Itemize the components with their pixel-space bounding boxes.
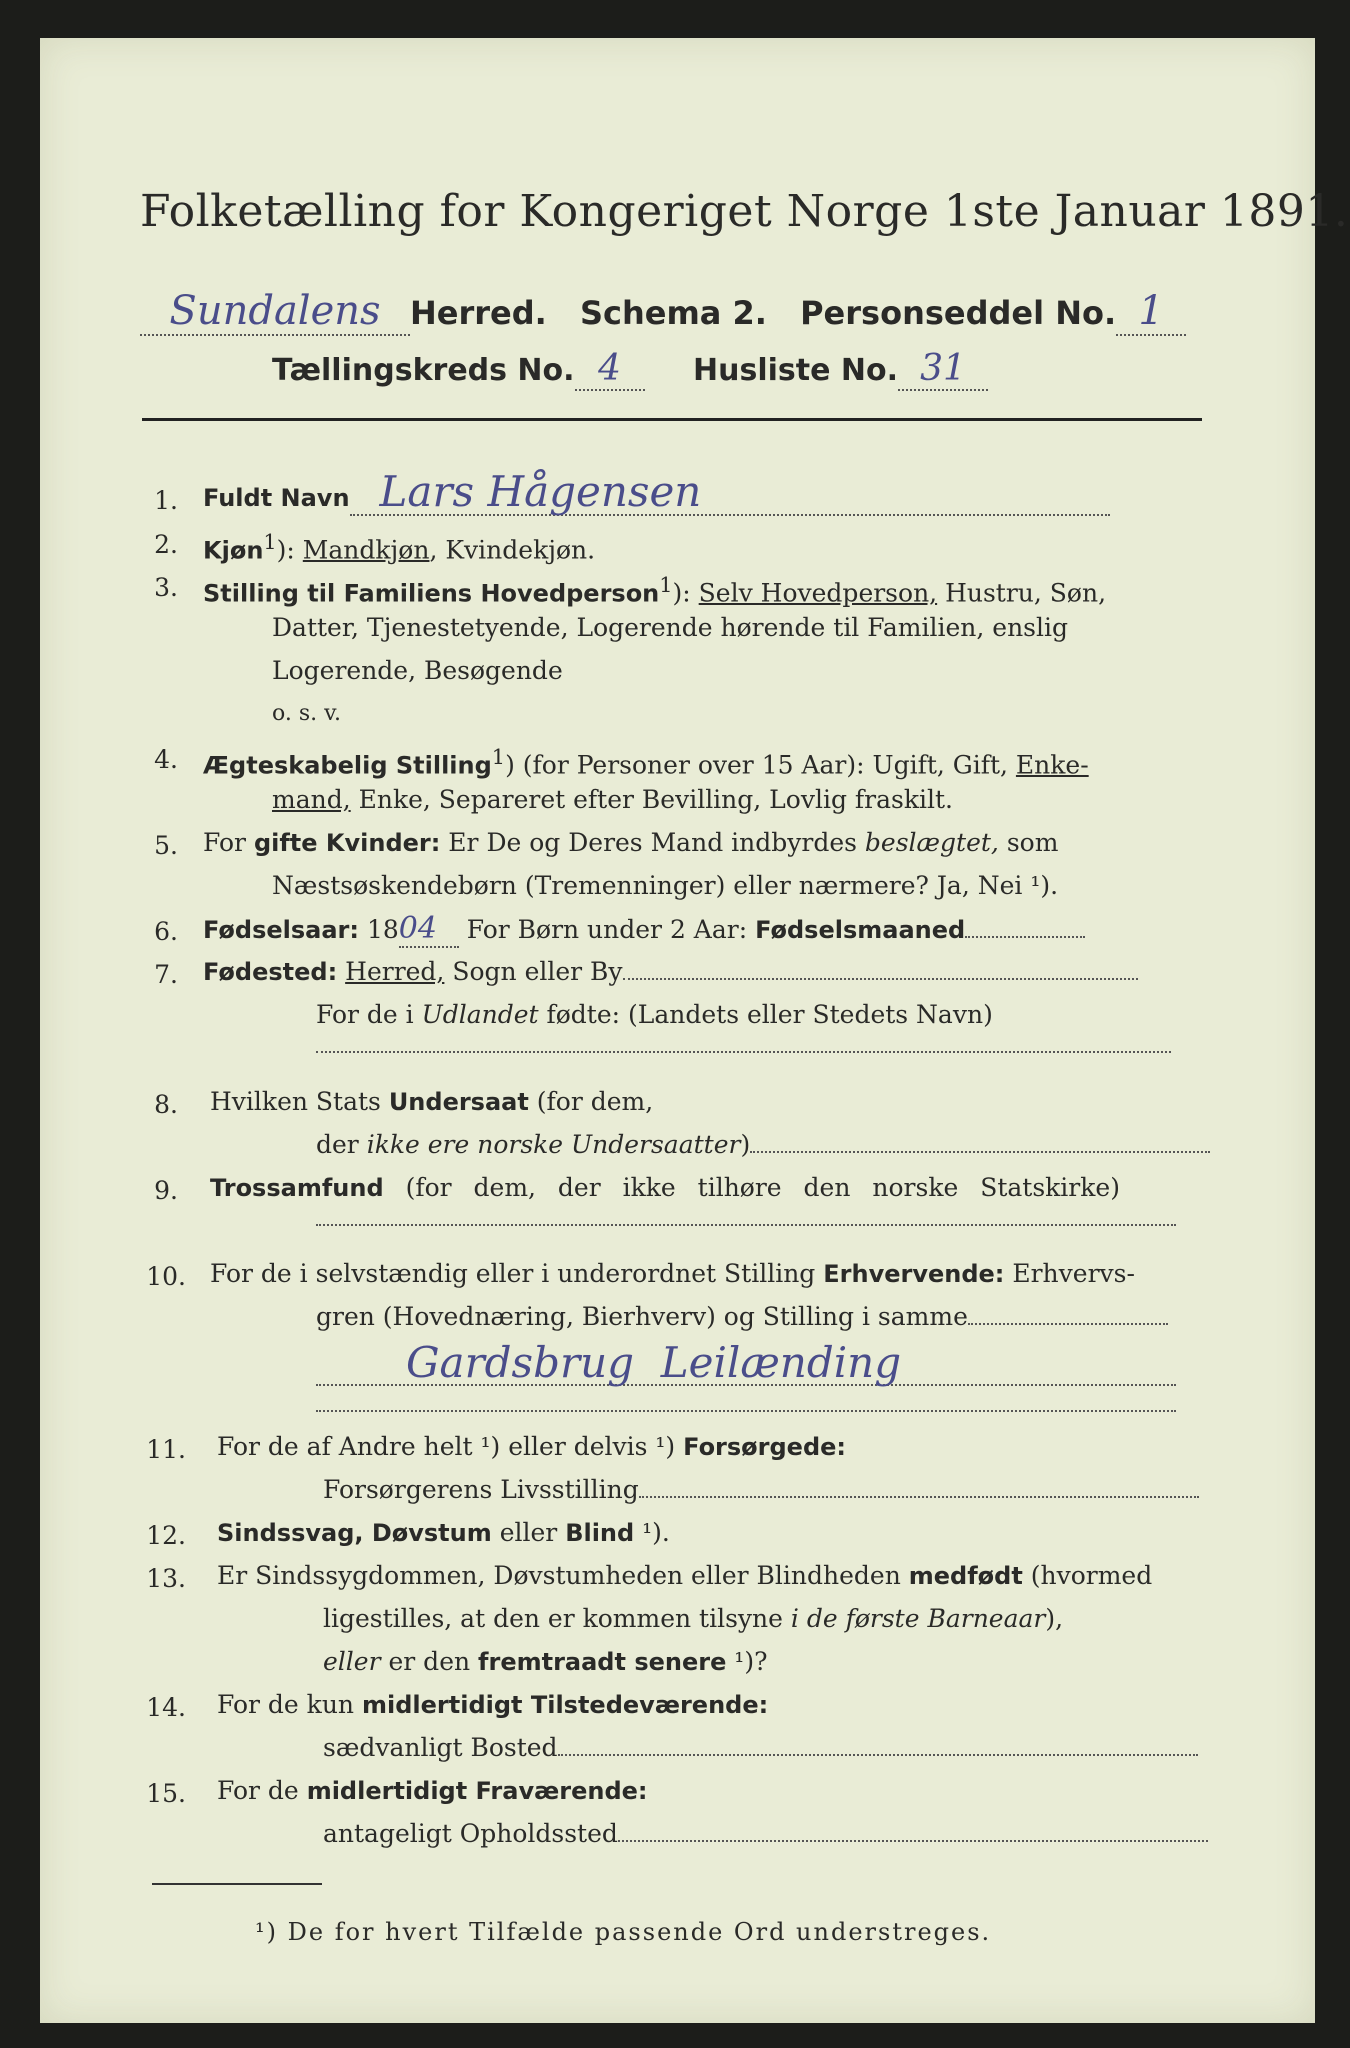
item-line	[323, 1603, 1063, 1635]
item-text: er den	[380, 1647, 479, 1676]
item-label: Trossamfund	[210, 1174, 384, 1202]
item-line: Næstsøskendebørn (Tremenninger) eller nærmere? Ja, Nei ¹).	[272, 871, 1059, 900]
item-married-women	[203, 827, 1058, 859]
item-disability	[217, 1517, 670, 1549]
item-citizenship	[210, 1086, 653, 1118]
item-label: Ægteskabelig Stilling	[203, 751, 492, 780]
option-selected: Selv Hovedperson,	[698, 578, 938, 608]
footnote-ref: 1	[263, 530, 277, 554]
item-number: 10.	[146, 1262, 186, 1291]
item-text: ) (for Personer over 15 Aar): Ugift, Gift,	[505, 750, 1016, 780]
item-line: o. s. v.	[272, 701, 341, 726]
item-text: gren (Hovednæring, Bierhverv) og Stilling i samme	[316, 1302, 968, 1331]
item-label: Blind	[565, 1519, 635, 1547]
item-birth-year	[203, 913, 1085, 948]
item-number: 3.	[154, 573, 178, 602]
item-text: Udlandet	[421, 1000, 539, 1029]
item-number: 7.	[154, 960, 178, 989]
item-number: 15.	[146, 1779, 186, 1808]
kreds-number: 4	[575, 348, 645, 391]
item-text: som	[998, 828, 1059, 857]
item-text: sædvanligt Bosted	[323, 1733, 558, 1762]
herred-name: Sundalens	[140, 288, 410, 336]
item-text: For de kun	[217, 1690, 362, 1719]
item-line	[316, 1129, 1210, 1161]
item-text: eller	[323, 1647, 381, 1676]
item-text: ligestilles, at den er kommen tilsyne	[323, 1604, 791, 1633]
item-label: gifte Kvinder:	[253, 829, 441, 857]
item-text: der	[316, 1130, 367, 1159]
item-number: 12.	[146, 1521, 186, 1550]
item-birthplace	[203, 956, 1138, 988]
item-text: ¹)?	[726, 1647, 768, 1676]
item-text: Sogn eller By	[444, 957, 623, 986]
item-text: For Børn under 2 Aar:	[458, 915, 756, 944]
item-text: ¹).	[634, 1518, 670, 1547]
option-selected: mand,	[272, 785, 351, 814]
answer-line	[316, 1023, 1171, 1053]
item-text: Er Sindssygdommen, Døvstumheden eller Blindheden	[217, 1561, 909, 1590]
item-family-position	[203, 569, 1106, 609]
answer-line	[316, 1390, 1176, 1412]
item-text: Erhvervs-	[1004, 1259, 1135, 1288]
item-label: fremtraadt senere	[478, 1648, 727, 1676]
item-text: Forsørgerens Livsstilling	[323, 1475, 639, 1504]
header-rule	[142, 418, 1202, 421]
answer-line	[316, 1196, 1176, 1226]
herred-label: Herred.	[410, 294, 547, 332]
item-label: Fødselsaar:	[203, 916, 359, 944]
item-text: ):	[672, 578, 699, 608]
item-label: Stilling til Familiens Hovedperson	[203, 579, 660, 608]
item-text: For de i	[316, 1000, 422, 1029]
item-text: fødte: (Landets eller Stedets Navn)	[538, 1000, 993, 1029]
footnote-ref: 1	[659, 573, 673, 597]
item-label: Undersaat	[388, 1088, 529, 1116]
item-number: 8.	[154, 1090, 178, 1119]
item-number: 4.	[154, 745, 178, 774]
kreds-label: Tællingskreds No.	[272, 353, 575, 388]
item-text: ),	[1045, 1604, 1064, 1633]
footnote-rule	[152, 1883, 322, 1885]
item-label: Fuldt Navn	[203, 484, 350, 512]
item-number: 1.	[154, 486, 178, 515]
item-marital-status	[203, 741, 1089, 781]
item-label: Kjøn	[203, 536, 264, 565]
footnote-ref: 1	[491, 745, 506, 769]
item-line	[323, 1646, 768, 1678]
item-number: 13.	[146, 1564, 186, 1593]
name-value: Lars Hågensen	[379, 467, 702, 516]
item-text: )	[740, 1130, 751, 1159]
item-line: Datter, Tjenestetyende, Logerende hørende til Familien, enslig	[272, 613, 1069, 642]
item-text: ikke ere norske Undersaatter	[366, 1130, 741, 1159]
item-text: For de	[217, 1776, 307, 1805]
husliste-label: Husliste No.	[693, 353, 899, 388]
item-label: Fødested:	[203, 958, 338, 986]
birth-year-value: 04	[398, 911, 437, 946]
item-label: Erhvervende:	[823, 1260, 1005, 1288]
item-congenital	[217, 1560, 1152, 1592]
item-line	[272, 784, 953, 816]
item-text: eller	[491, 1518, 566, 1547]
item-label: Forsørgede:	[683, 1433, 847, 1461]
item-text: Er De og Deres Mand indbyrdes	[440, 828, 865, 857]
option-female: Kvindekjøn.	[445, 535, 596, 565]
item-line	[323, 1474, 1199, 1506]
item-text: ):	[276, 535, 303, 565]
item-label: Sindssvag, Døvstum	[217, 1519, 492, 1547]
item-text: (for dem,	[528, 1087, 654, 1116]
item-number: 11.	[146, 1435, 186, 1464]
item-text: Hvilken Stats	[210, 1087, 389, 1116]
item-text: (for dem, der ikke tilhøre den norske Statskirke)	[383, 1173, 1120, 1202]
item-temporary-present	[217, 1689, 768, 1721]
kreds-line	[272, 348, 988, 391]
footnote: ¹) De for hvert Tilfælde passende Ord understreges.	[255, 1918, 992, 1946]
item-label: medfødt	[908, 1562, 1023, 1590]
occupation-value: Gardsbrug Leilænding	[406, 1338, 902, 1387]
item-text: 18	[359, 915, 399, 944]
answer-line	[316, 1334, 1176, 1386]
item-occupation	[210, 1258, 1135, 1290]
option-male: Mandkjøn	[302, 535, 430, 565]
item-number: 9.	[154, 1176, 178, 1205]
form-title: Folketælling for Kongeriget Norge 1ste Januar 1891.	[140, 186, 1349, 237]
item-number: 2.	[154, 530, 178, 559]
item-text: Hustru, Søn,	[937, 578, 1107, 608]
schema-label: Schema 2.	[579, 294, 767, 332]
personseddel-number: 1	[1116, 288, 1186, 336]
item-line	[323, 1818, 1208, 1850]
herred-line	[140, 288, 1186, 336]
item-text: i de første Barneaar	[790, 1604, 1046, 1633]
item-temporary-absent	[217, 1775, 648, 1807]
item-text: For de af Andre helt ¹) eller delvis ¹)	[217, 1432, 684, 1461]
option-selected: Enke-	[1015, 750, 1089, 780]
item-full-name	[203, 467, 1110, 516]
option-selected: Herred,	[345, 957, 445, 986]
item-label: midlertidigt Fraværende:	[306, 1777, 648, 1805]
item-line: Logerende, Besøgende	[272, 656, 563, 685]
item-sex: Kjøn$^1$): Mandkjøn, Kvindekjøn.	[203, 530, 596, 565]
item-text: For	[203, 828, 254, 857]
personseddel-label: Personseddel No.	[800, 294, 1117, 332]
item-text: antageligt Opholdssted	[323, 1819, 618, 1848]
item-text: Enke, Separeret efter Bevilling, Lovlig fraskilt.	[350, 785, 953, 814]
husliste-number: 31	[898, 348, 988, 391]
item-line	[323, 1732, 1198, 1764]
item-number: 6.	[154, 917, 178, 946]
item-text: For de i selvstændig eller i underordnet Stilling	[210, 1259, 824, 1288]
item-text: (hvormed	[1022, 1561, 1153, 1590]
item-number: 14.	[146, 1693, 186, 1722]
item-label: Fødselsmaaned	[755, 916, 966, 944]
item-line	[316, 1301, 1168, 1333]
item-dependents	[217, 1431, 846, 1463]
item-label: midlertidigt Tilstedeværende:	[361, 1691, 769, 1719]
census-form	[40, 38, 1349, 2023]
item-number: 5.	[154, 831, 178, 860]
item-text: beslægtet,	[864, 828, 999, 857]
